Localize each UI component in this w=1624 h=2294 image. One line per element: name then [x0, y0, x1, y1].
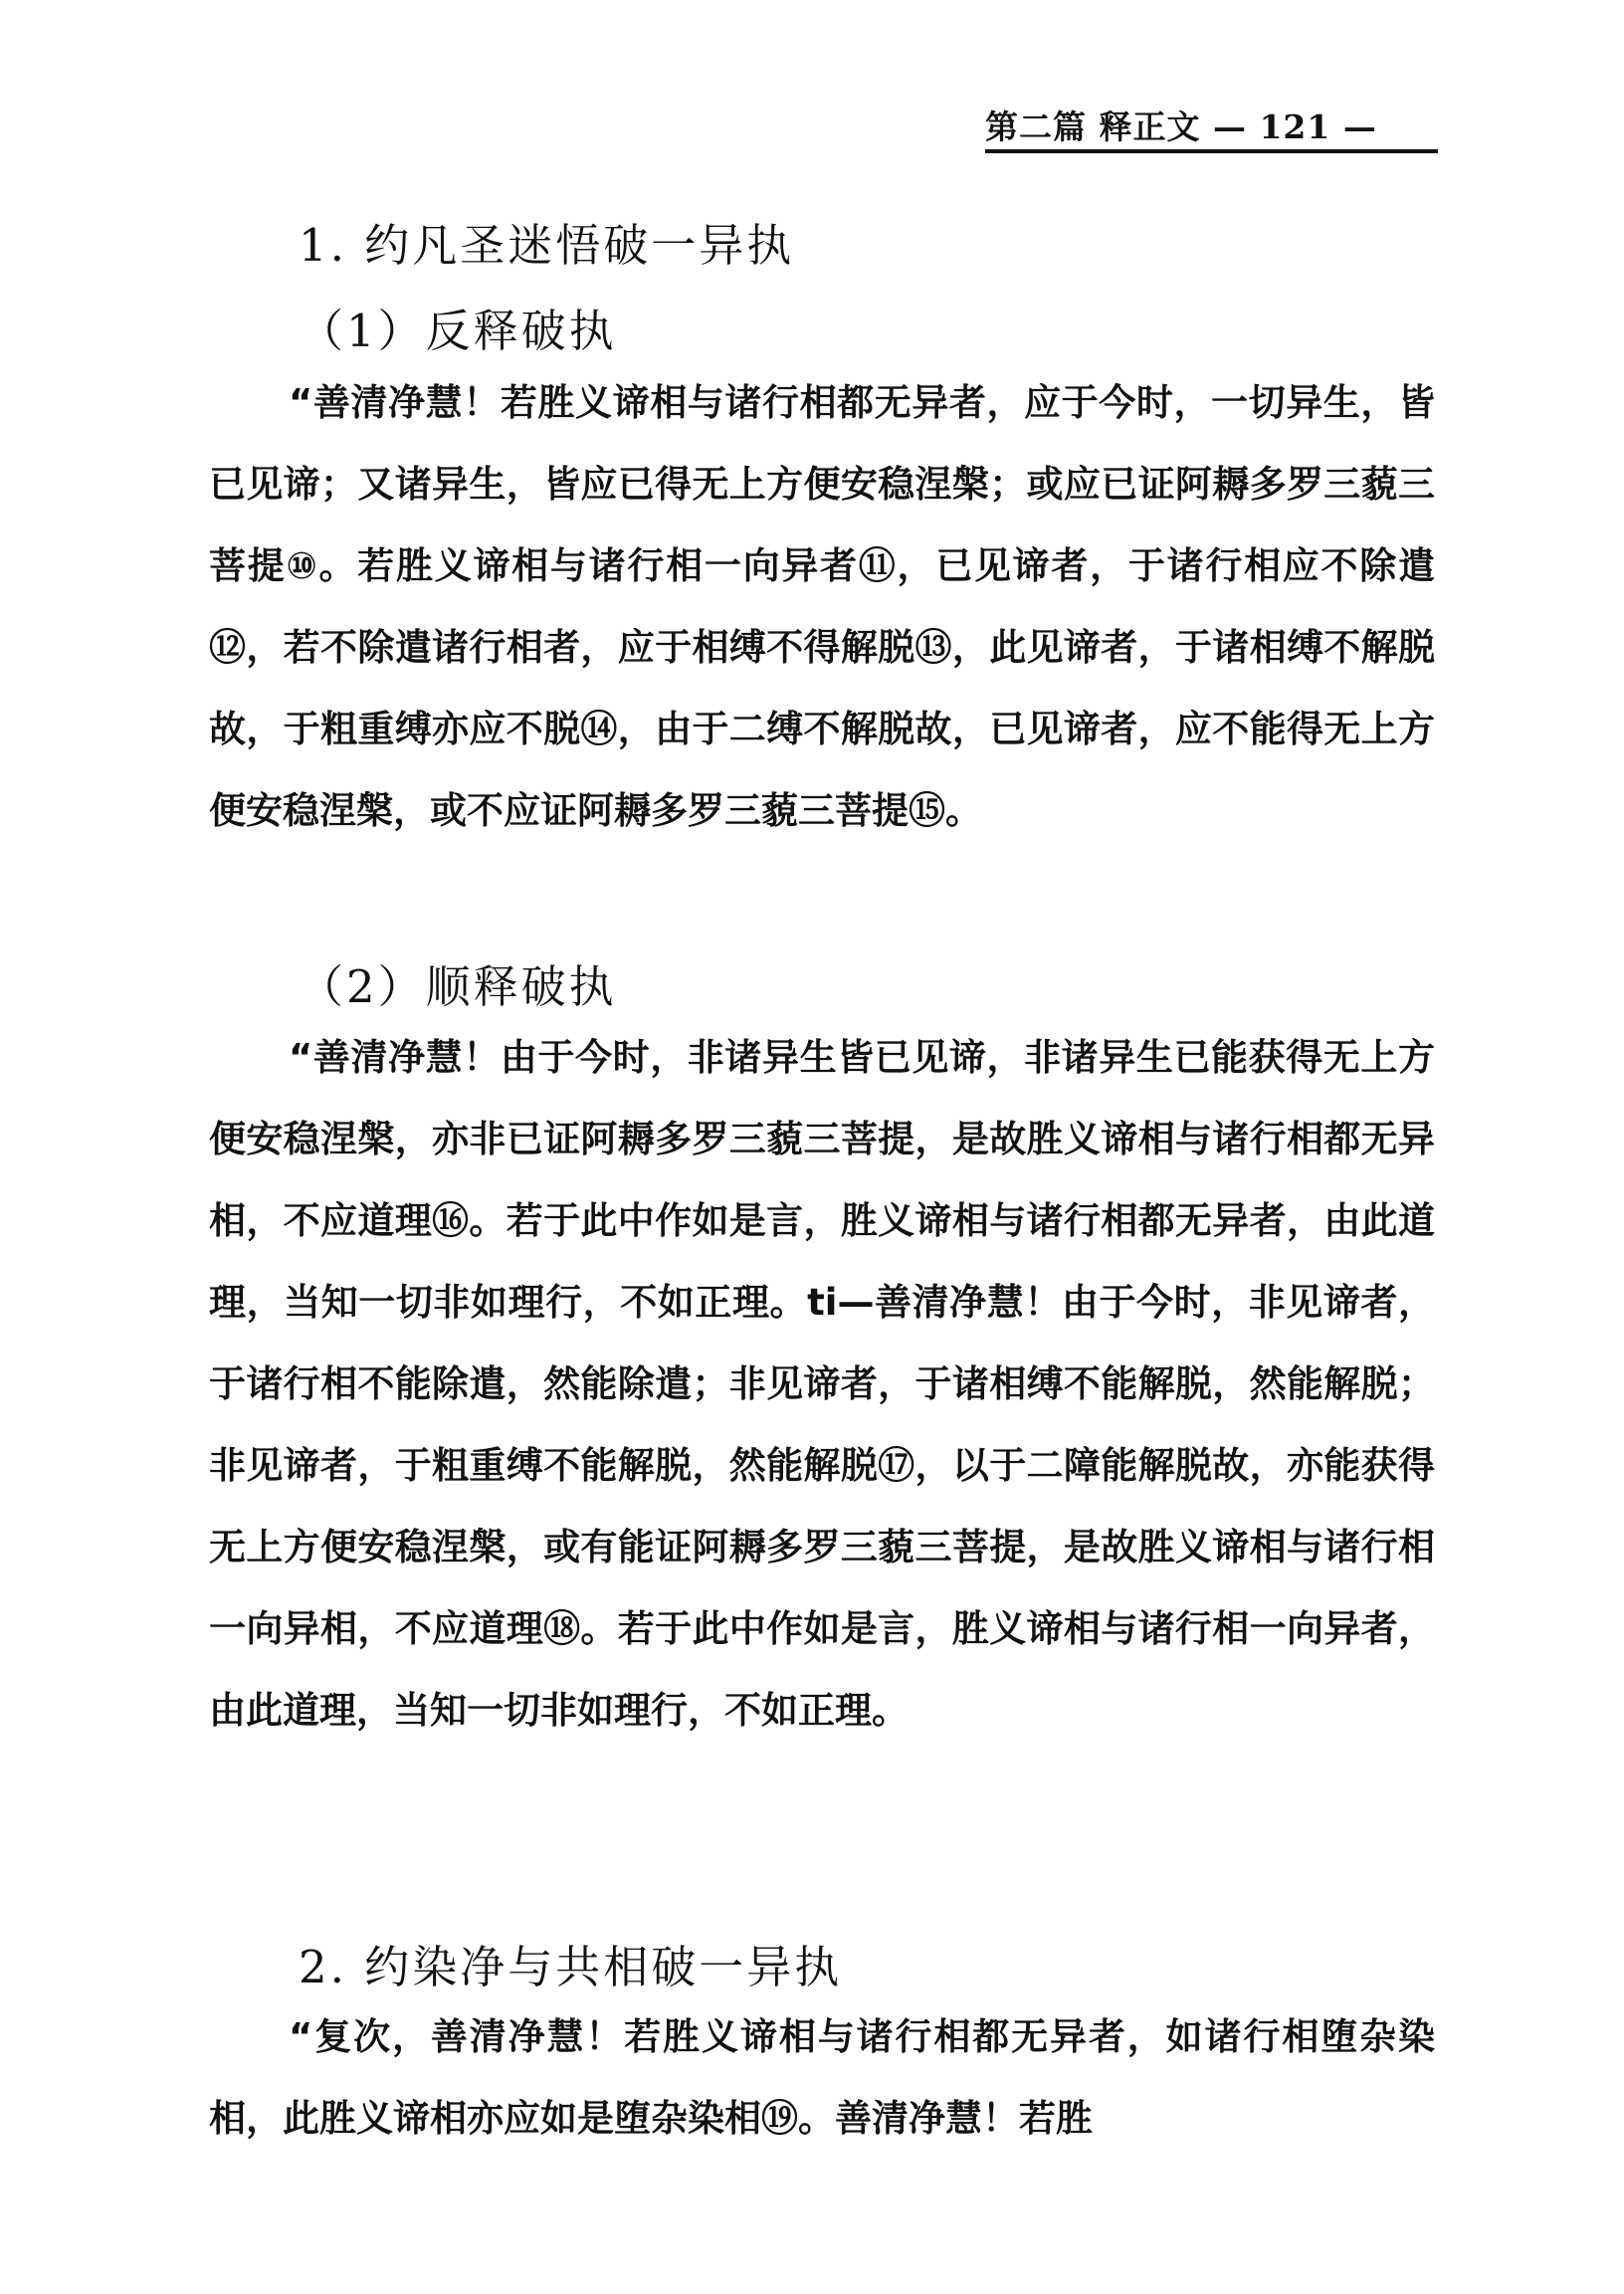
paragraph-section-2: “复次，善清净慧！若胜义谛相与诸行相都无异者，如诸行相堕杂染相，此胜义谛相亦应如是堕杂染相⑲。善清净慧！若胜: [209, 2015, 1435, 2140]
section-1-heading: 1. 约凡圣迷悟破一异执: [299, 219, 795, 272]
subsection-1-heading: （1）反释破执: [299, 305, 617, 357]
running-header: 第二篇 释正文 — 121 —: [985, 107, 1377, 146]
header-rule: [985, 149, 1438, 153]
subsection-2-heading: （2）顺释破执: [299, 960, 617, 1013]
section-2-heading: 2. 约染净与共相破一异执: [299, 1941, 843, 1993]
paragraph-reverse-refutation: “善清净慧！若胜义谛相与诸行相都无异者，应于今时，一切异生，皆已见谛；又诸异生，皆应已得无上方便安稳涅槃；或应已证阿耨多罗三藐三菩提⑩。若胜义谛相与诸行相一向异者⑪，已见谛者，于诸行相应不除遣⑫，若不除遣诸行相者，应于相缚不得解脱⑬，此见谛者，于诸相缚不解脱故，于粗重缚亦应不脱⑭，由于二缚不解脱故，已见谛者，应不能得无上方便安稳涅槃，或不应证阿耨多罗三藐三菩提⑮。: [209, 381, 1435, 832]
paragraph-forward-refutation: “善清净慧！由于今时，非诸异生皆已见谛，非诸异生已能获得无上方便安稳涅槃，亦非已证阿耨多罗三藐三菩提，是故胜义谛相与诸行相都无异相，不应道理⑯。若于此中作如是言，胜义谛相与诸行相都无异者，由此道理，当知一切非如理行，不如正理。ti—善清净慧！由于今时，非见谛者，于诸行相不能除遣，然能除遣；非见谛者，于诸相缚不能解脱，然能解脱；非见谛者，于粗重缚不能解脱，然能解脱⑰，以于二障能解脱故，亦能获得无上方便安稳涅槃，或有能证阿耨多罗三藐三菩提，是故胜义谛相与诸行相一向异相，不应道理⑱。若于此中作如是言，胜义谛相与诸行相一向异者，由此道理，当知一切非如理行，不如正理。: [209, 1036, 1435, 1732]
